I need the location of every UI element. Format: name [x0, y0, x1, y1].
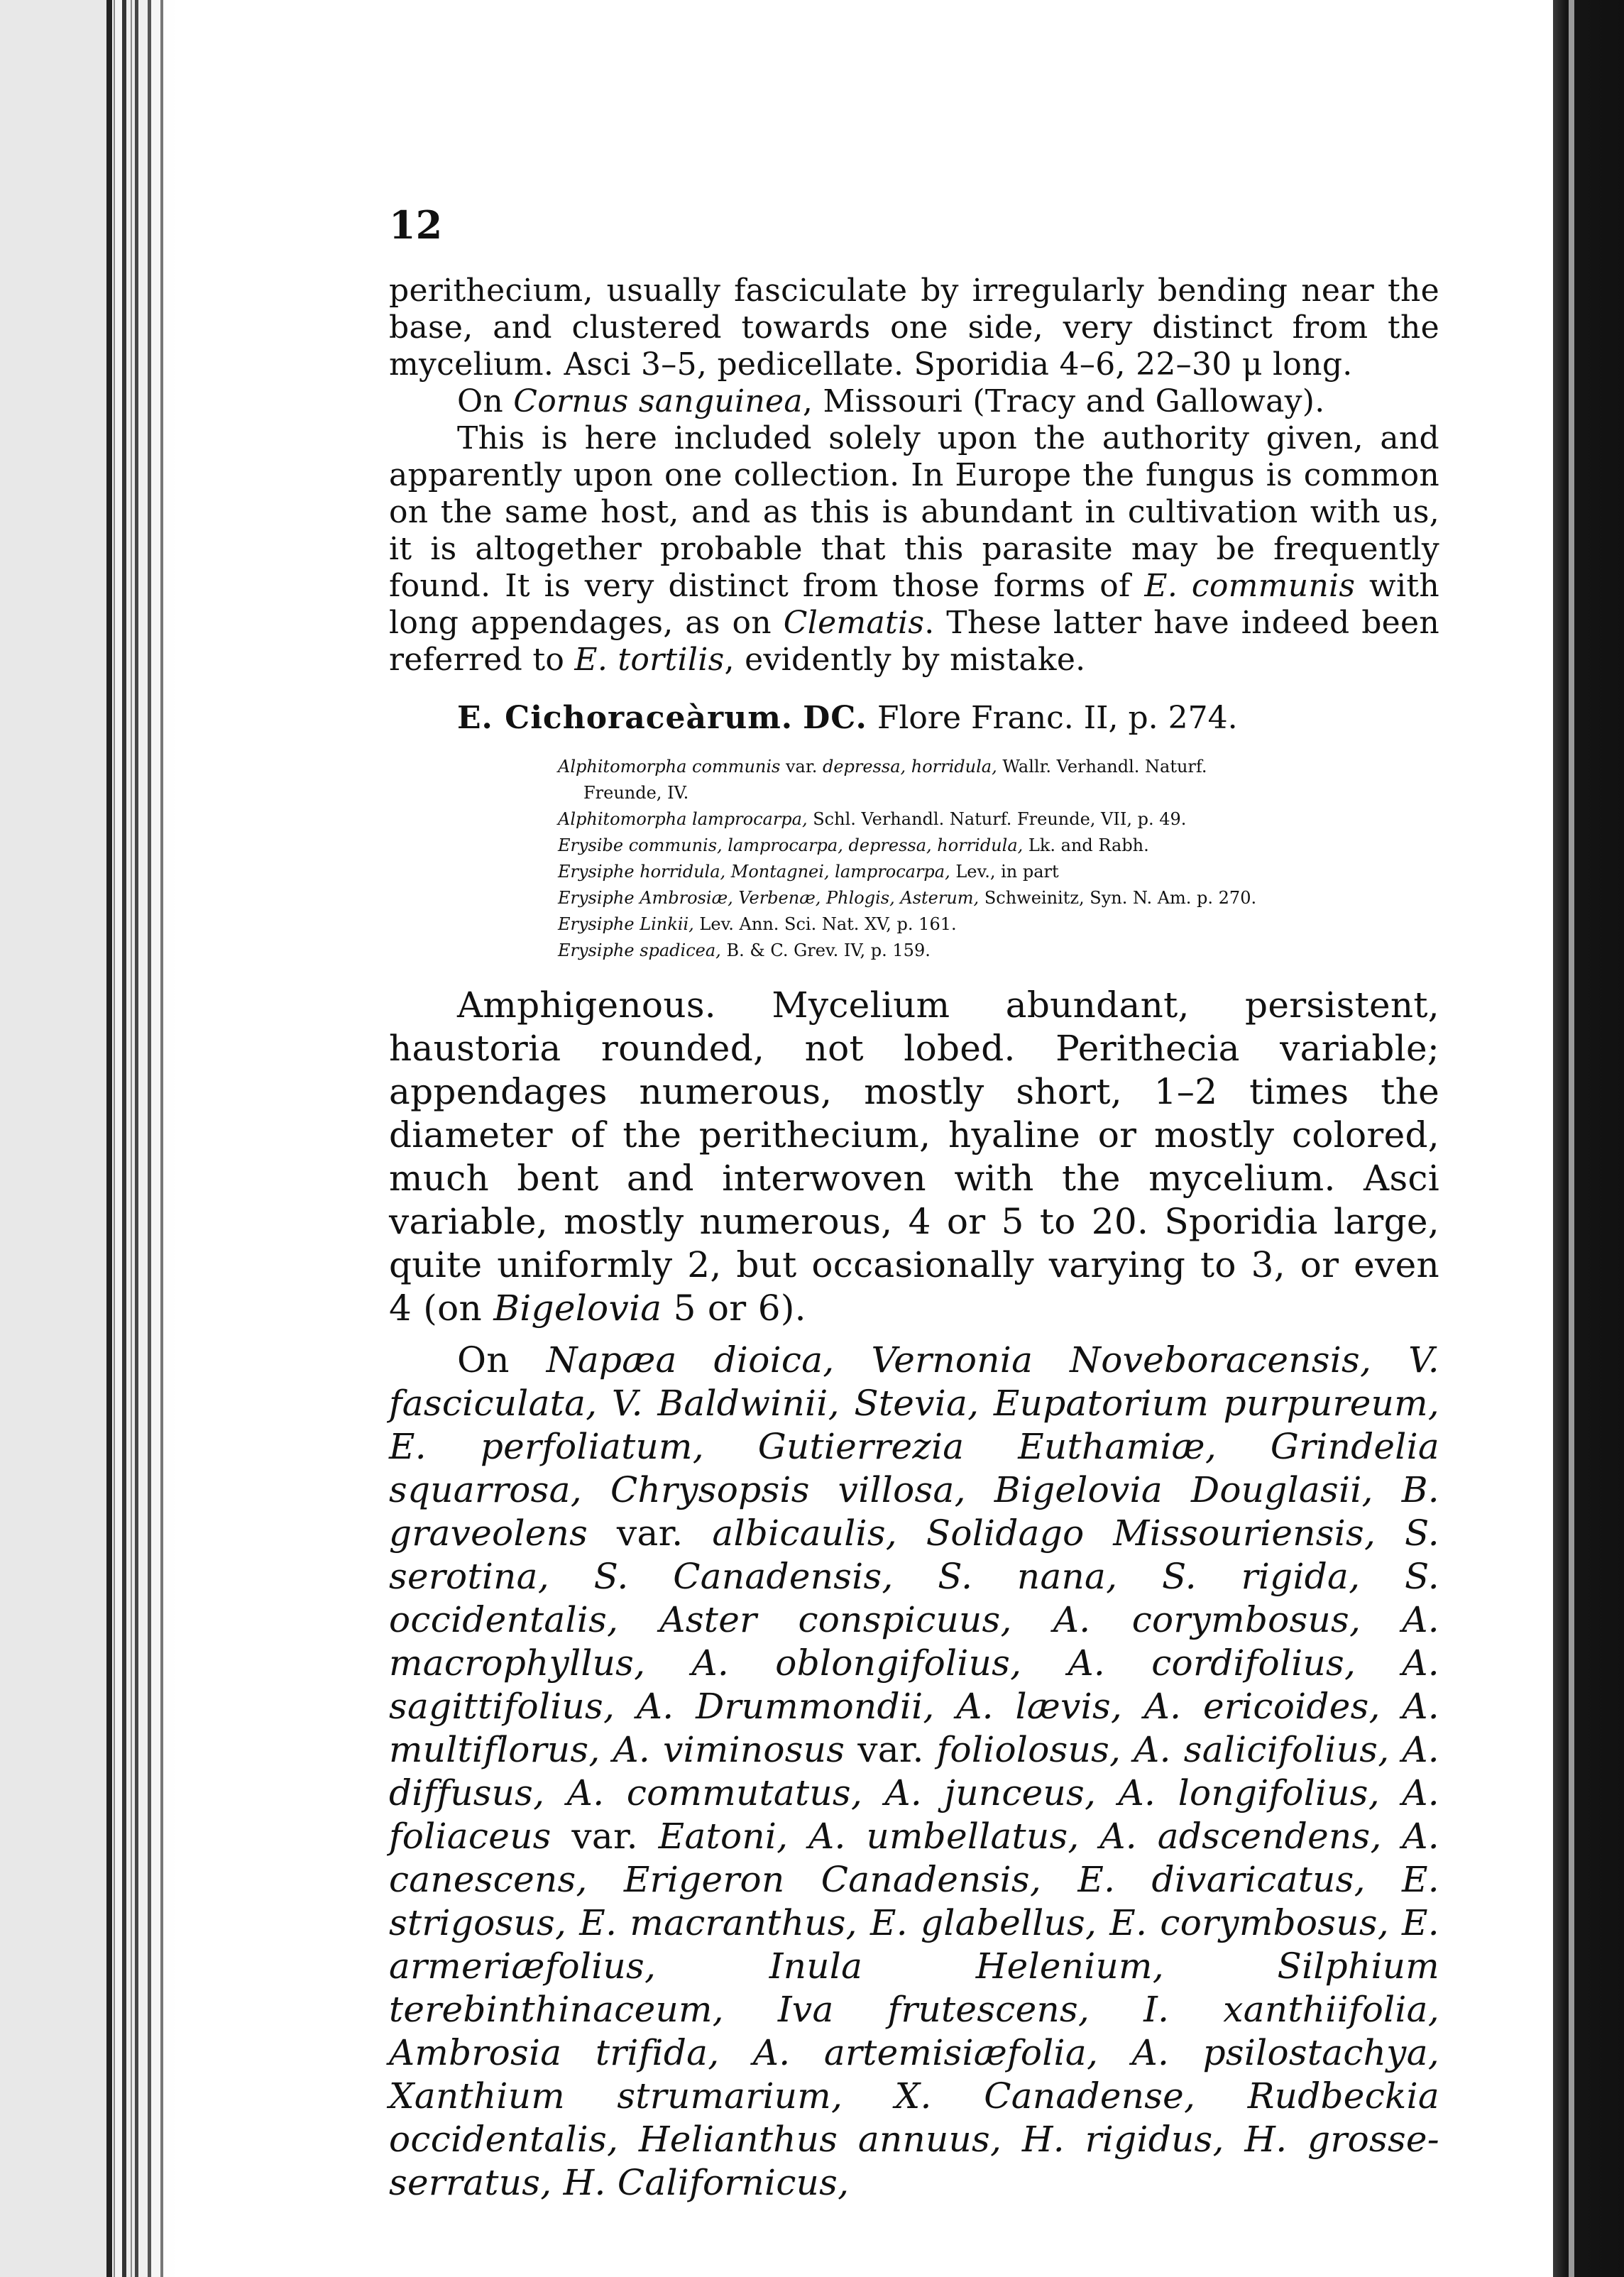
host-prefix: On — [457, 383, 514, 419]
host-list: Napæa dioica, Vernonia Noveboracensis, V. fasciculata, V. Baldwinii, Stevia, Eupatorium purpureum, E. perfoliatum, Gutierrezia Euthamiæ, Grindelia squarrosa, Chrysopsis villosa, Bigelovia Douglasii, B. graveolens — [389, 1339, 1439, 1554]
host-list: albicaulis, Solidago Missouriensis, S. serotina, S. Canadensis, S. nana, S. rigida, S. occidentalis, Aster conspicuus, A. corymbosus, A. macrophyllus, A. oblongifolius, A. cordifolius, A. sagittifolius, A. Drummondii, A. lævis, A. ericoides, A. multiflorus, A. viminosus — [389, 1513, 1439, 1770]
genus-name: Bigelovia — [493, 1288, 662, 1329]
synonym-varieties: depressa, horridula, — [822, 757, 997, 777]
binding-line — [114, 0, 115, 2277]
synonym-name: Erysiphe Linkii, — [558, 914, 694, 934]
synonym-entry-continued: Freunde, IV. — [583, 783, 689, 803]
paragraph-authority-note — [389, 420, 1439, 679]
synonym-name: Erysiphe horridula, Montagnei, lamprocarpa, — [558, 862, 950, 882]
synonym-reference: Schl. Verhandl. Naturf. Freunde, VII, p. 49. — [807, 809, 1187, 829]
note-text: . These latter have indeed been referred to — [389, 605, 1439, 678]
book-binding-edge — [0, 0, 177, 2277]
host-list: Eatoni, A. umbellatus, A. adscendens, A. canescens, Erigeron Canadensis, E. divaricatus, E. strigosus, E. macranthus, E. glabellus, E. corymbosus, E. armeriæfolius, Inula Helenium, Silphium terebinthinaceum, Iva frutescens, I. xanthiifolia, Ambrosia trifida, A. artemisiæfolia, A. psilostachya, Xanthium strumarium, X. Canadense, Rudbeckia occidentalis, Helianthus annuus, H. rigidus, H. grosse-serratus, H. Californicus, — [389, 1816, 1439, 2203]
synonym-var: var. — [780, 757, 823, 777]
paragraph-description — [389, 984, 1439, 1330]
species-name: E. communis — [1144, 568, 1356, 604]
spacer — [389, 1330, 1439, 1339]
synonym-reference: Schweinitz, Syn. N. Am. p. 270. — [979, 888, 1257, 908]
synonym-entry — [558, 806, 1439, 833]
variety-marker: var. — [551, 1816, 659, 1857]
synonym-name: Alphitomorpha communis — [558, 757, 781, 777]
note-text: with long appendages, as on — [389, 568, 1439, 641]
description-text: Amphigenous. Mycelium abundant, persistent, haustoria rounded, not lobed. Perithecia variable; appendages numerous, mostly short, 1–2 times the diameter of the perithecium, hyaline or mostly colored, much bent and interwoven with the mycelium. Asci variable, mostly numerous, 4 or 5 to 20. Sporidia large, quite uniformly 2, but occasionally varying to 3, or even 4 (on — [389, 984, 1439, 1329]
note-text: , evidently by mistake. — [724, 642, 1086, 678]
species-author: DC. — [803, 700, 867, 736]
species-heading — [457, 700, 1439, 737]
synonym-entry — [558, 754, 1439, 780]
book-page — [389, 202, 1439, 2205]
synonym-name: Erysibe communis, lamprocarpa, depressa, horridula, — [558, 835, 1024, 855]
paragraph-perithecium: perithecium, usually fasciculate by irregularly bending near the base, and clustered towards one side, very distinct from the mycelium. Asci 3–5, pedicellate. Sporidia 4–6, 22–30 μ long. — [389, 273, 1439, 383]
synonym-entry — [558, 938, 1439, 964]
scan-right-edge-highlight — [1569, 0, 1574, 2277]
synonym-name: Erysiphe Ambrosiæ, Verbenæ, Phlogis, Asterum, — [558, 888, 980, 908]
synonym-entry — [558, 911, 1439, 938]
synonym-entry — [558, 885, 1439, 911]
synonym-reference: Lev., in part — [950, 862, 1059, 882]
description-text: 5 or 6). — [662, 1288, 806, 1329]
host-location: , Missouri (Tracy and Galloway). — [802, 383, 1325, 419]
variety-marker: var. — [588, 1513, 713, 1554]
species-citation: Flore Franc. II, p. 274. — [877, 700, 1238, 736]
note-text: This is here included solely upon the authority given, and apparently upon one collection. In Europe the fungus is common on the same host, and as this is abundant in cultivation with us, it is altogether probable that this parasite may be frequently found. It is very distinct from those forms of — [389, 420, 1439, 604]
synonym-entry — [558, 833, 1439, 859]
genus-name: Clematis — [783, 605, 925, 641]
binding-line — [131, 0, 132, 2277]
page-number: 12 — [389, 202, 443, 248]
paragraph-cornus-host — [389, 383, 1439, 420]
synonym-reference: Lk. and Rabh. — [1023, 835, 1149, 855]
synonym-reference: Wallr. Verhandl. Naturf. — [997, 757, 1207, 777]
host-list: foliolosus, A. salicifolius, A. diffusus, A. commutatus, A. junceus, A. longifolius, A. foliaceus — [389, 1729, 1439, 1857]
variety-marker: var. — [845, 1729, 937, 1770]
paragraph-host-list — [389, 1339, 1439, 2205]
synonym-entry — [558, 859, 1439, 885]
synonym-reference: Lev. Ann. Sci. Nat. XV, p. 161. — [693, 914, 957, 934]
synonym-name: Erysiphe spadicea, — [558, 940, 721, 960]
species-name: E. tortilis — [574, 642, 725, 678]
scan-right-edge — [1553, 0, 1624, 2277]
synonym-list — [558, 754, 1439, 964]
species-title: E. Cichoraceàrum. — [457, 700, 794, 736]
synonym-name: Alphitomorpha lamprocarpa, — [558, 809, 808, 829]
host-name: Cornus sanguinea — [513, 383, 803, 419]
synonym-reference: B. & C. Grev. IV, p. 159. — [720, 940, 931, 960]
hosts-prefix: On — [457, 1339, 547, 1381]
